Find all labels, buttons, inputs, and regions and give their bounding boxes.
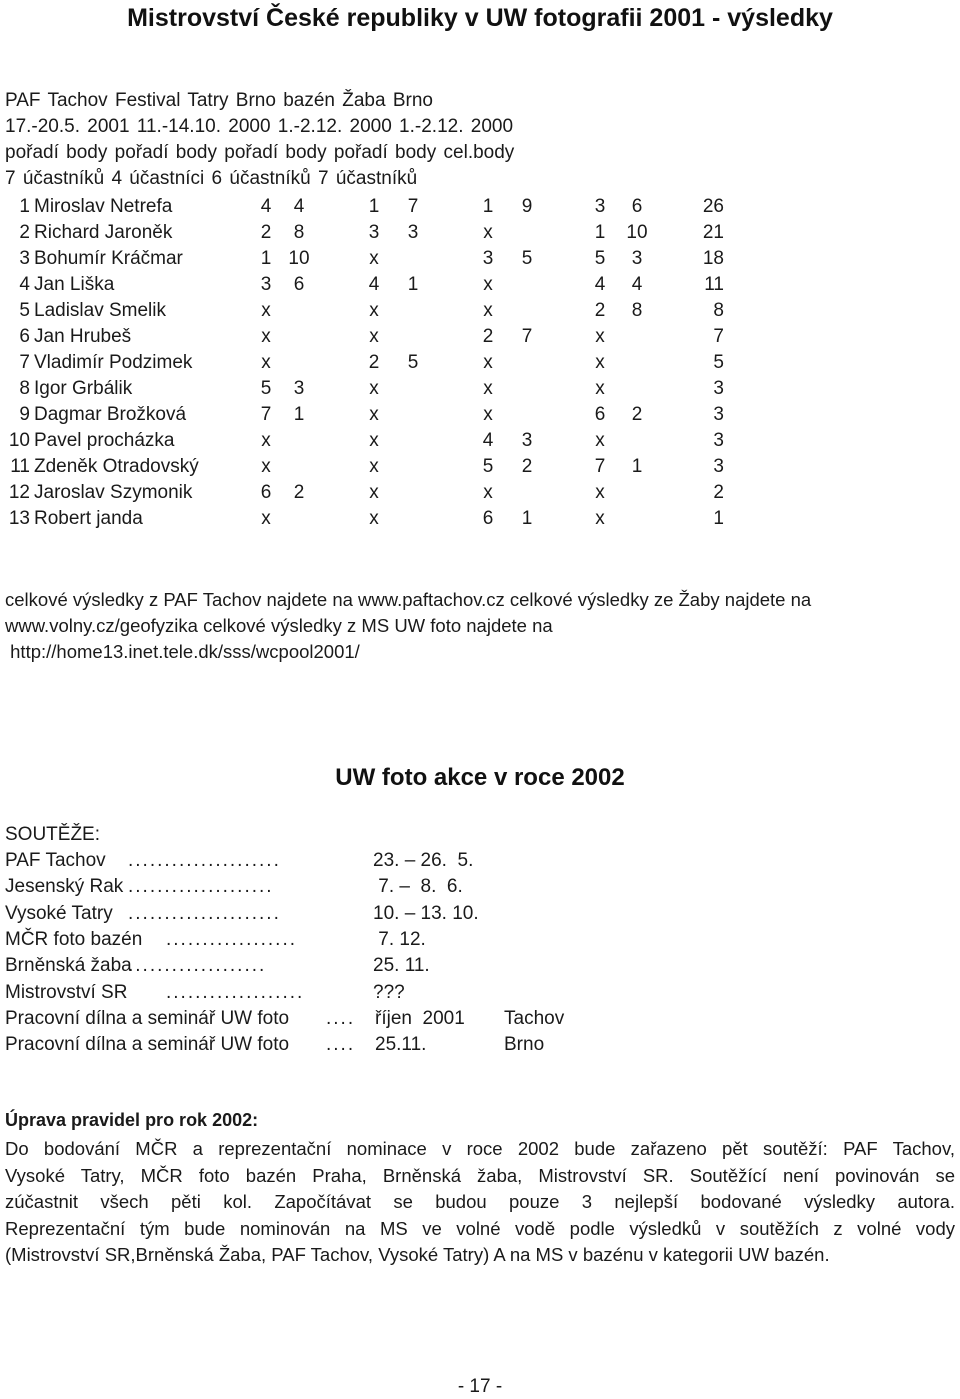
score-cell: x	[369, 482, 379, 503]
score-cell: 2	[631, 404, 643, 425]
rank-cell: 2	[19, 222, 30, 243]
event-name: Brněnská žaba	[5, 955, 132, 976]
score-cell: 1	[368, 196, 380, 217]
score-cell: 3	[631, 248, 643, 269]
table-row	[0, 428, 960, 454]
score-cell: 9	[521, 196, 533, 217]
score-cell: x	[261, 508, 271, 529]
rules-paragraph	[5, 1136, 955, 1269]
score-cell: 5	[407, 352, 419, 373]
total-cell: 21	[702, 222, 724, 243]
score-cell: x	[261, 326, 271, 347]
total-cell: 11	[704, 274, 724, 295]
event-name: Vysoké Tatry	[5, 903, 113, 924]
score-cell: 8	[293, 222, 305, 243]
score-cell: x	[483, 274, 493, 295]
score-cell: x	[369, 430, 379, 451]
event-date: 25. 11.	[373, 955, 430, 976]
score-cell: 8	[631, 300, 643, 321]
score-cell: x	[595, 378, 605, 399]
rules-heading: Úprava pravidel pro rok 2002:	[5, 1110, 259, 1130]
score-cell: x	[483, 222, 493, 243]
table-row	[0, 454, 960, 480]
score-cell: 6	[631, 196, 643, 217]
score-cell: 1	[594, 222, 606, 243]
event-row	[0, 953, 960, 979]
table-row	[0, 272, 960, 298]
event-name: PAF Tachov	[5, 850, 106, 871]
score-cell: 1	[631, 456, 643, 477]
rank-cell: 3	[19, 248, 30, 269]
name-cell: Ladislav Smelik	[34, 300, 166, 321]
score-cell: 2	[260, 222, 272, 243]
score-cell: x	[595, 326, 605, 347]
table-row	[0, 298, 960, 324]
name-cell: Igor Grbálik	[34, 378, 133, 399]
rank-cell: 8	[19, 378, 30, 399]
score-cell: 5	[260, 378, 272, 399]
event-date: 7. 12.	[373, 929, 426, 950]
score-cell: 3	[368, 222, 380, 243]
score-cell: x	[595, 482, 605, 503]
rank-cell: 6	[19, 326, 30, 347]
score-cell: 2	[293, 482, 305, 503]
score-cell: x	[483, 352, 493, 373]
score-cell: 3	[293, 378, 305, 399]
score-cell: x	[595, 508, 605, 529]
score-cell: x	[595, 430, 605, 451]
leader-dots: ...................	[128, 955, 267, 976]
leader-dots: .....................	[128, 903, 281, 924]
name-cell: Jaroslav Szymonik	[34, 482, 193, 503]
name-cell: Pavel procházka	[34, 430, 175, 451]
score-cell: x	[261, 300, 271, 321]
score-cell: 3	[521, 430, 533, 451]
event-place: Tachov	[504, 1008, 565, 1029]
score-cell: 7	[260, 404, 272, 425]
rank-cell: 7	[19, 352, 30, 373]
score-cell: 1	[293, 404, 305, 425]
total-cell: 3	[713, 404, 724, 425]
score-cell: x	[483, 404, 493, 425]
leader-dots: ...................	[166, 982, 305, 1003]
leader-dots: ..................	[166, 929, 298, 950]
event-row	[0, 1032, 960, 1058]
event-row	[0, 927, 960, 953]
total-cell: 3	[713, 378, 724, 399]
score-cell: 3	[407, 222, 419, 243]
name-cell: Vladimír Podzimek	[34, 352, 193, 373]
table-row	[0, 246, 960, 272]
event-row	[0, 848, 960, 874]
table-row	[0, 324, 960, 350]
score-cell: x	[369, 378, 379, 399]
section-title: UW foto akce v roce 2002	[335, 764, 625, 791]
total-cell: 5	[713, 352, 724, 373]
page-title: Mistrovství České republiky v UW fotografii 2001 - výsledky	[127, 4, 833, 32]
links-line-1: celkové výsledky z PAF Tachov najdete na www.paftachov.cz celkové výsledky ze Žaby najdete na	[5, 589, 812, 610]
total-cell: 8	[713, 300, 724, 321]
rules-line: Reprezentační tým bude nominován na MS ve volné vodě podle výsledků v soutěžích z volné vody	[5, 1217, 955, 1239]
links-line-2: www.volny.cz/geofyzika celkové výsledky z MS UW foto najdete na	[5, 615, 553, 636]
rank-cell: 9	[19, 404, 30, 425]
event-date: 23. – 26. 5.	[373, 850, 474, 871]
event-name: Jesenský Rak	[5, 876, 124, 897]
score-cell: x	[369, 508, 379, 529]
rank-cell: 5	[19, 300, 30, 321]
total-cell: 2	[713, 482, 724, 503]
event-name: Pracovní dílna a seminář UW foto	[5, 1034, 290, 1055]
competitions-label: SOUTĚŽE:	[5, 824, 101, 845]
event-place: Brno	[504, 1034, 545, 1055]
event-date: 25.11.	[375, 1034, 427, 1055]
event-date: ???	[373, 982, 405, 1003]
event-date: 10. – 13. 10.	[373, 903, 479, 924]
score-cell: 4	[482, 430, 494, 451]
total-cell: 1	[713, 508, 724, 529]
leader-dots: .....................	[128, 850, 281, 871]
score-cell: 1	[521, 508, 533, 529]
score-cell: 10	[288, 248, 310, 269]
table-row	[0, 376, 960, 402]
score-cell: 5	[521, 248, 533, 269]
score-cell: 3	[594, 196, 606, 217]
total-cell: 3	[713, 430, 724, 451]
table-row	[0, 480, 960, 506]
rank-cell: 11	[10, 456, 30, 477]
name-cell: Bohumír Kráčmar	[34, 248, 183, 269]
score-cell: x	[483, 378, 493, 399]
score-cell: 3	[260, 274, 272, 295]
score-cell: 2	[368, 352, 380, 373]
table-row	[0, 194, 960, 220]
score-cell: x	[369, 326, 379, 347]
score-cell: 4	[631, 274, 643, 295]
rules-line: zúčastnit všech pěti kol. Započítávat se budou pouze 3 nejlepší bodované výsledky autora.	[5, 1191, 955, 1212]
score-cell: 7	[521, 326, 533, 347]
total-cell: 3	[713, 456, 724, 477]
header-dates-line: 17.-20.5. 2001 11.-14.10. 2000 1.-2.12. 2000 1.-2.12. 2000	[5, 116, 514, 137]
rank-cell: 10	[8, 430, 30, 451]
score-cell: 7	[594, 456, 606, 477]
total-cell: 26	[702, 196, 724, 217]
score-cell: 2	[482, 326, 494, 347]
score-cell: x	[483, 300, 493, 321]
score-cell: 7	[407, 196, 419, 217]
event-name: Mistrovství SR	[5, 982, 128, 1003]
score-cell: 6	[482, 508, 494, 529]
score-cell: 5	[594, 248, 606, 269]
score-cell: x	[369, 404, 379, 425]
name-cell: Zdeněk Otradovský	[34, 456, 199, 477]
table-row	[0, 402, 960, 428]
table-row	[0, 220, 960, 246]
score-cell: x	[261, 456, 271, 477]
total-cell: 7	[713, 326, 724, 347]
name-cell: Richard Jaroněk	[34, 222, 173, 243]
links-line-3: http://home13.inet.tele.dk/sss/wcpool2001/	[5, 641, 360, 662]
score-cell: 2	[521, 456, 533, 477]
score-cell: 2	[594, 300, 606, 321]
event-date: říjen 2001	[375, 1008, 465, 1029]
rank-cell: 13	[8, 508, 30, 529]
table-row	[0, 506, 960, 532]
score-cell: 1	[260, 248, 272, 269]
rank-cell: 4	[19, 274, 30, 295]
rules-line: (Mistrovství SR,Brněnská Žaba, PAF Tachov, Vysoké Tatry) A na MS v bazénu v kategorii UW bazén.	[5, 1244, 830, 1265]
score-cell: x	[261, 352, 271, 373]
event-row	[0, 980, 960, 1006]
event-name: MČR foto bazén	[5, 929, 143, 950]
score-cell: 3	[482, 248, 494, 269]
table-row	[0, 350, 960, 376]
rank-cell: 12	[8, 482, 30, 503]
name-cell: Robert janda	[34, 508, 143, 529]
score-cell: 5	[482, 456, 494, 477]
leader-dots: ....	[326, 1034, 356, 1055]
score-cell: 6	[293, 274, 305, 295]
score-cell: 6	[260, 482, 272, 503]
score-cell: x	[369, 456, 379, 477]
name-cell: Miroslav Netrefa	[34, 196, 173, 217]
score-cell: x	[595, 352, 605, 373]
score-cell: 6	[594, 404, 606, 425]
score-cell: 4	[368, 274, 380, 295]
rules-line: Do bodování MČR a reprezentační nominace v roce 2002 bude zařazeno pět soutěží: PAF Tachov,	[5, 1138, 955, 1159]
name-cell: Jan Hrubeš	[34, 326, 132, 347]
score-cell: 4	[293, 196, 305, 217]
page-number: - 17 -	[457, 1376, 503, 1397]
leader-dots: ....................	[128, 876, 274, 897]
score-cell: 4	[260, 196, 272, 217]
leader-dots: ....	[326, 1008, 356, 1029]
header-events-line: PAF Tachov Festival Tatry Brno bazén Žaba Brno	[5, 90, 433, 111]
rank-cell: 1	[19, 196, 30, 217]
event-row	[0, 901, 960, 927]
header-columns-line: pořadí body pořadí body pořadí body pořadí body cel.body	[5, 142, 515, 163]
score-cell: x	[261, 430, 271, 451]
header-participants-line: 7 účastníků 4 účastníci 6 účastníků 7 účastníků	[5, 168, 418, 189]
rules-line: Vysoké Tatry, MČR foto bazén Praha, Brněnská žaba, Mistrovství SR. Soutěžící není povinován se	[5, 1164, 955, 1186]
event-row	[0, 874, 960, 900]
score-cell: x	[483, 482, 493, 503]
score-cell: x	[369, 248, 379, 269]
score-cell: 1	[407, 274, 419, 295]
event-date: 7. – 8. 6.	[373, 876, 463, 897]
score-cell: 1	[482, 196, 494, 217]
event-row	[0, 1006, 960, 1032]
score-cell: 4	[594, 274, 606, 295]
score-cell: x	[369, 300, 379, 321]
score-cell: 10	[626, 222, 648, 243]
name-cell: Jan Liška	[34, 274, 115, 295]
name-cell: Dagmar Brožková	[34, 404, 187, 425]
total-cell: 18	[702, 248, 724, 269]
event-name: Pracovní dílna a seminář UW foto	[5, 1008, 290, 1029]
